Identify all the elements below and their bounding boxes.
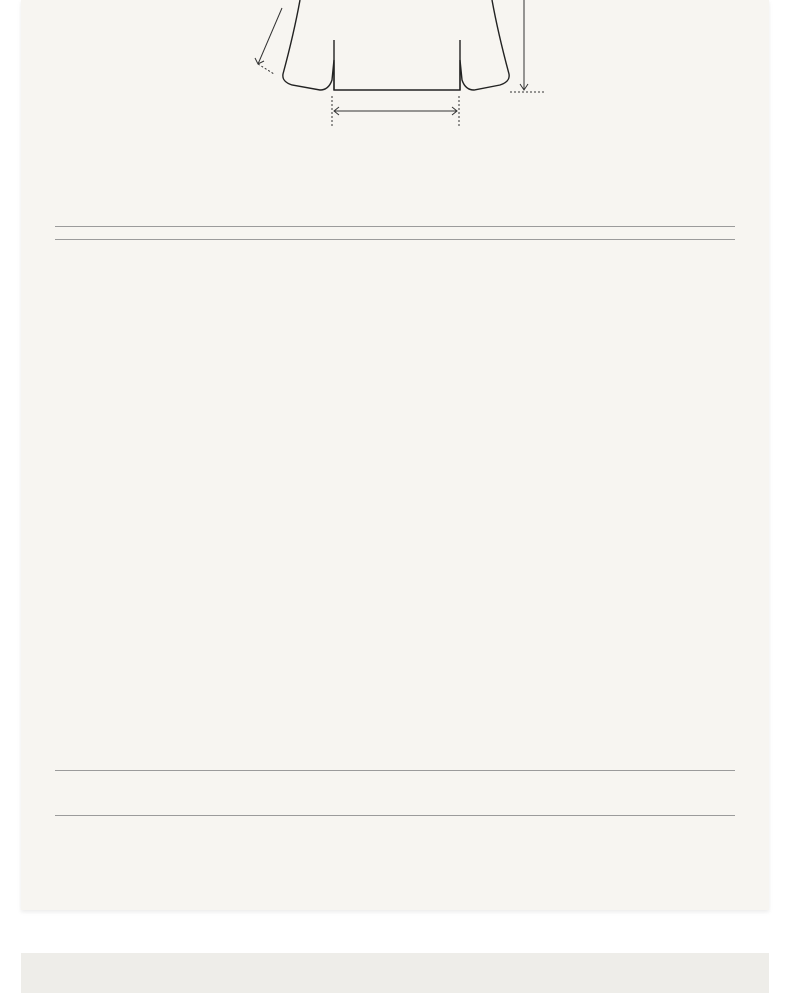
sleeve-dash — [258, 64, 274, 74]
divider — [55, 239, 735, 240]
size-table — [55, 170, 735, 240]
garment-outline — [283, 0, 509, 90]
size-reference — [55, 722, 735, 816]
reference-size-row — [55, 771, 735, 815]
divider — [55, 815, 735, 816]
reference-body-range-row — [55, 722, 735, 770]
size-table-header — [55, 170, 735, 226]
sleeve-measure-line — [258, 8, 282, 64]
next-section-card — [21, 953, 769, 993]
garment-diagram — [0, 0, 790, 140]
